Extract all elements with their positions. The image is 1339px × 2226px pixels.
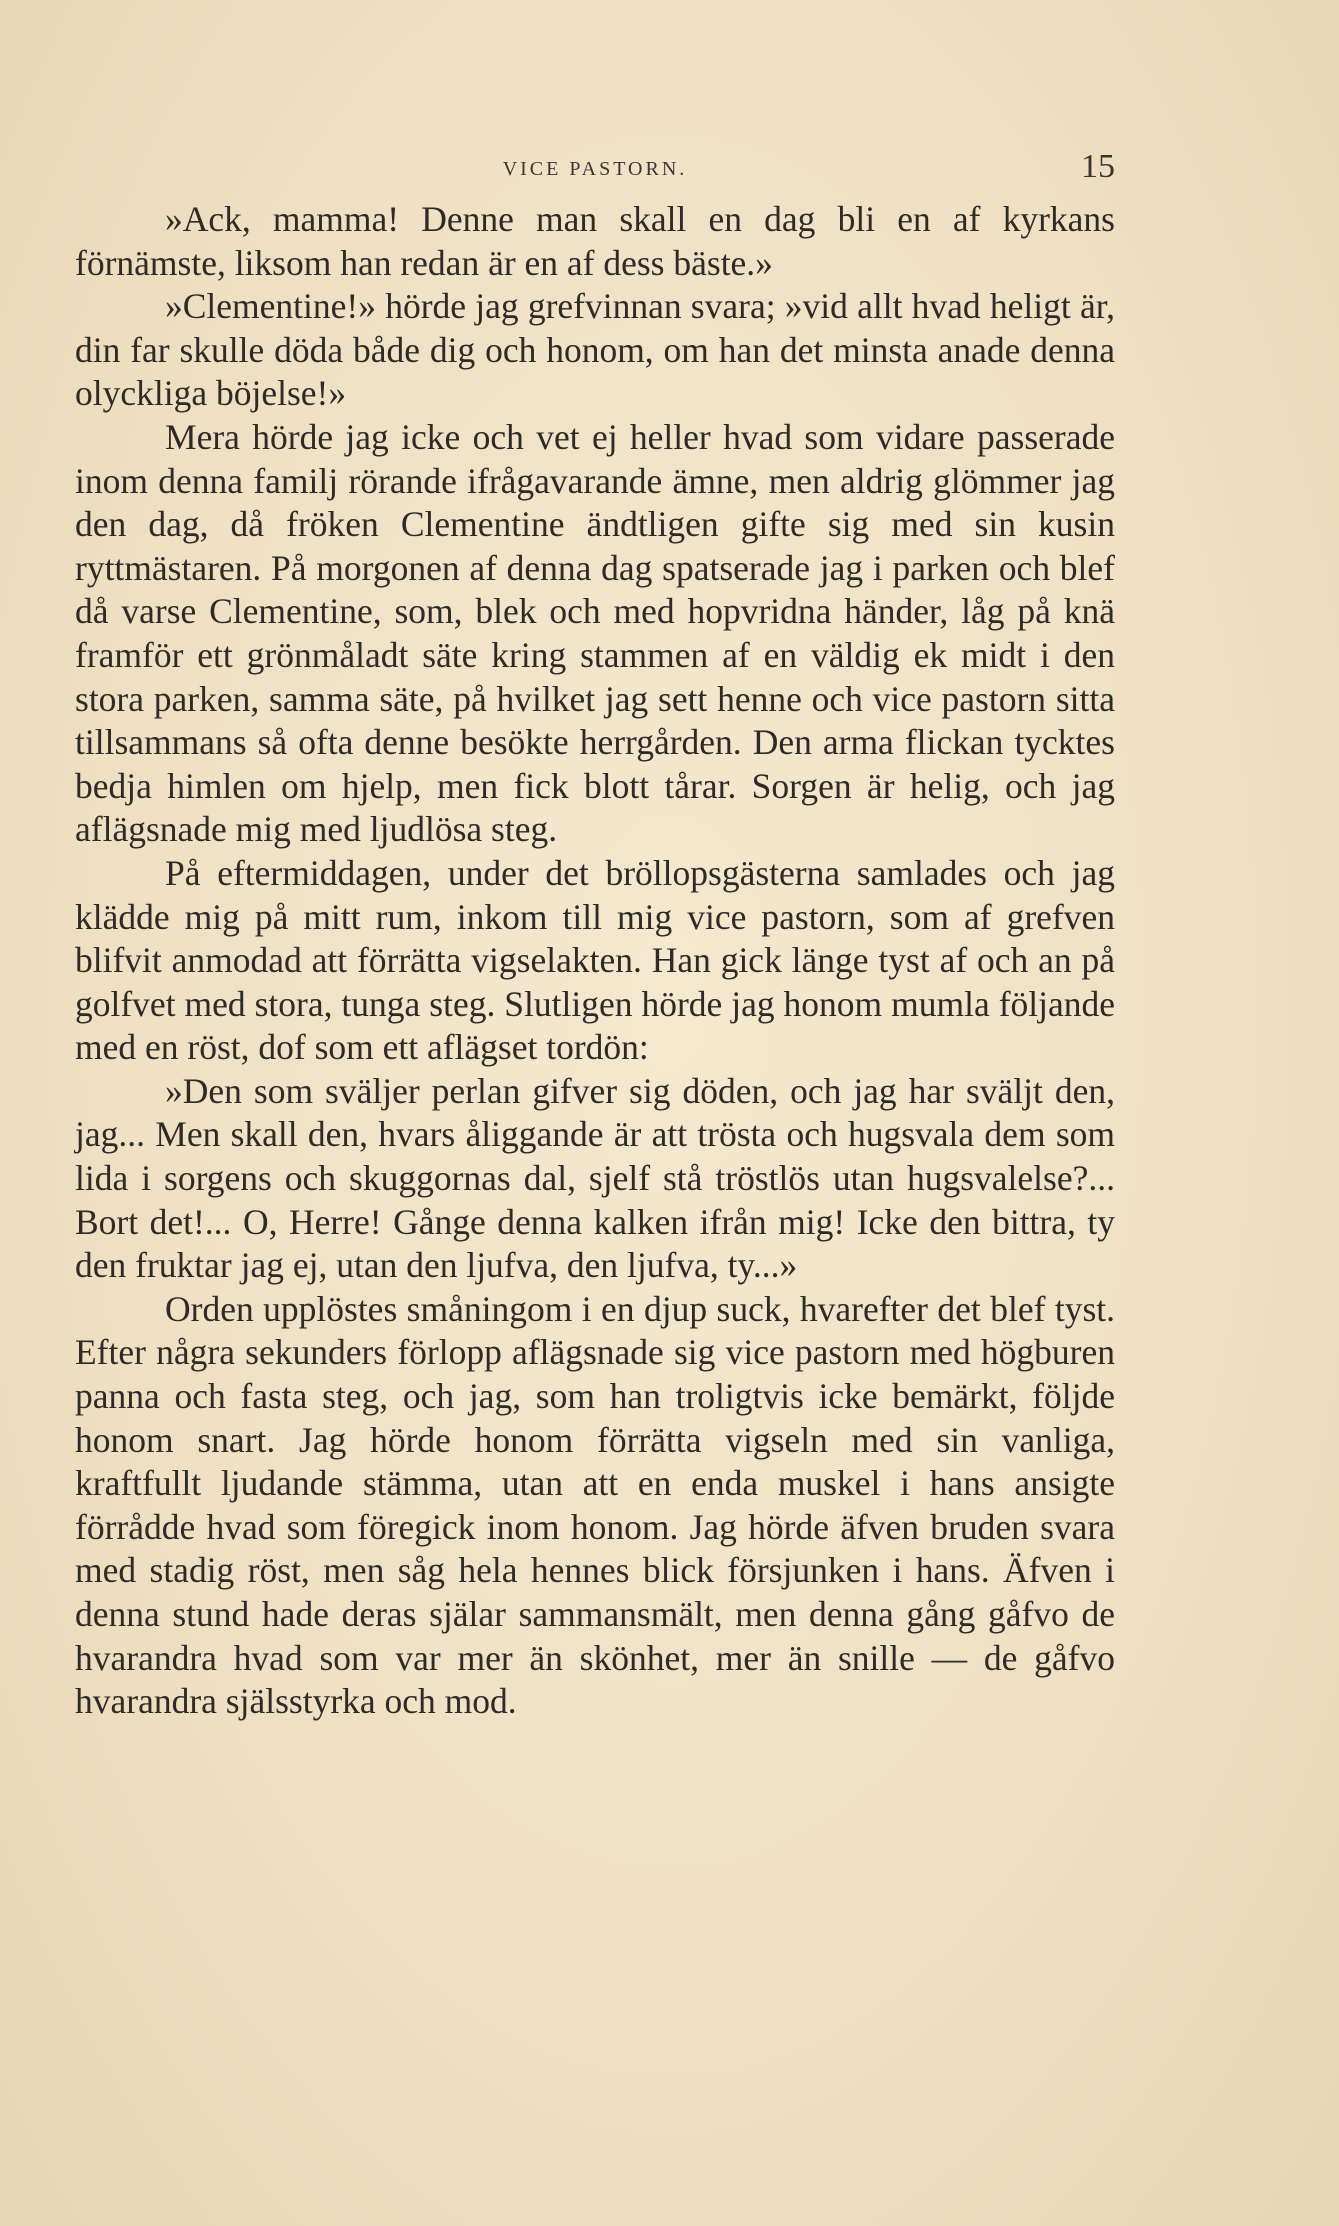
paragraph: Orden upplöstes småningom i en djup suck, hvarefter det blef tyst. Efter några sekunders förlopp aflägsnade sig vice pastorn med högburen panna och fasta steg, och jag, som han troligtvis icke bemärkt, följde honom snart. Jag hörde honom förrätta vigseln med sin vanliga, kraftfullt ljudande stämma, utan att en enda muskel i hans ansigte förrådde hvad som föregick inom honom. Jag hörde äfven bruden svara med stadig röst, men såg hela hennes blick försjunken i hans. Äfven i denna stund hade deras själar sammansmält, men denna gång gåfvo de hvarandra hvad som var mer än skönhet, mer än snille — de gåfvo hvarandra själsstyrka och mod.: [75, 1288, 1115, 1722]
paragraph: »Clementine!» hörde jag grefvinnan svara; »vid allt hvad heligt är, din far skulle döda både dig och honom, om han det minsta anade denna olyckliga böjelse!»: [75, 286, 1115, 414]
running-head: VICE PASTORN.: [502, 158, 688, 180]
page-header: [75, 148, 1115, 188]
paragraph: På eftermiddagen, under det bröllopsgästerna samlades och jag klädde mig på mitt rum, inkom till mig vice pastorn, som af grefven blifvit anmodad att förrätta vigselakten. Han gick länge tyst af och an på golfvet med stora, tunga steg. Slutligen hörde jag honom mumla följande med en röst, dof som ett aflägset tordön:: [75, 852, 1115, 1068]
body-text: [75, 198, 1115, 1724]
page-number: 15: [1081, 148, 1115, 185]
paragraph: Mera hörde jag icke och vet ej heller hvad som vidare passerade inom denna familj rörande ifrågavarande ämne, men aldrig glömmer jag den dag, då fröken Clementine ändtligen gifte sig med sin kusin ryttmästaren. På morgonen af denna dag spatserade jag i parken och blef då varse Clementine, som, blek och med hopvridna händer, låg på knä framför ett grönmåladt säte kring stammen af en väldig ek midt i den stora parken, samma säte, på hvilket jag sett henne och vice pastorn sitta tillsammans så ofta denne besökte herrgården. Den arma flickan tycktes bedja himlen om hjelp, men fick blott tårar. Sorgen är helig, och jag aflägsnade mig med ljudlösa steg.: [75, 416, 1115, 850]
paragraph: »Ack, mamma! Denne man skall en dag bli en af kyrkans förnämste, liksom han redan är en af dess bäste.»: [75, 199, 1115, 283]
paragraph: »Den som sväljer perlan gifver sig döden, och jag har sväljt den, jag... Men skall den, hvars åliggande är att trösta och hugsvala dem som lida i sorgens och skuggornas dal, sjelf stå tröstlös utan hugsvalelse?... Bort det!... O, Herre! Gånge denna kalken ifrån mig! Icke den bittra, ty den fruktar jag ej, utan den ljufva, den ljufva, ty...»: [75, 1070, 1115, 1286]
